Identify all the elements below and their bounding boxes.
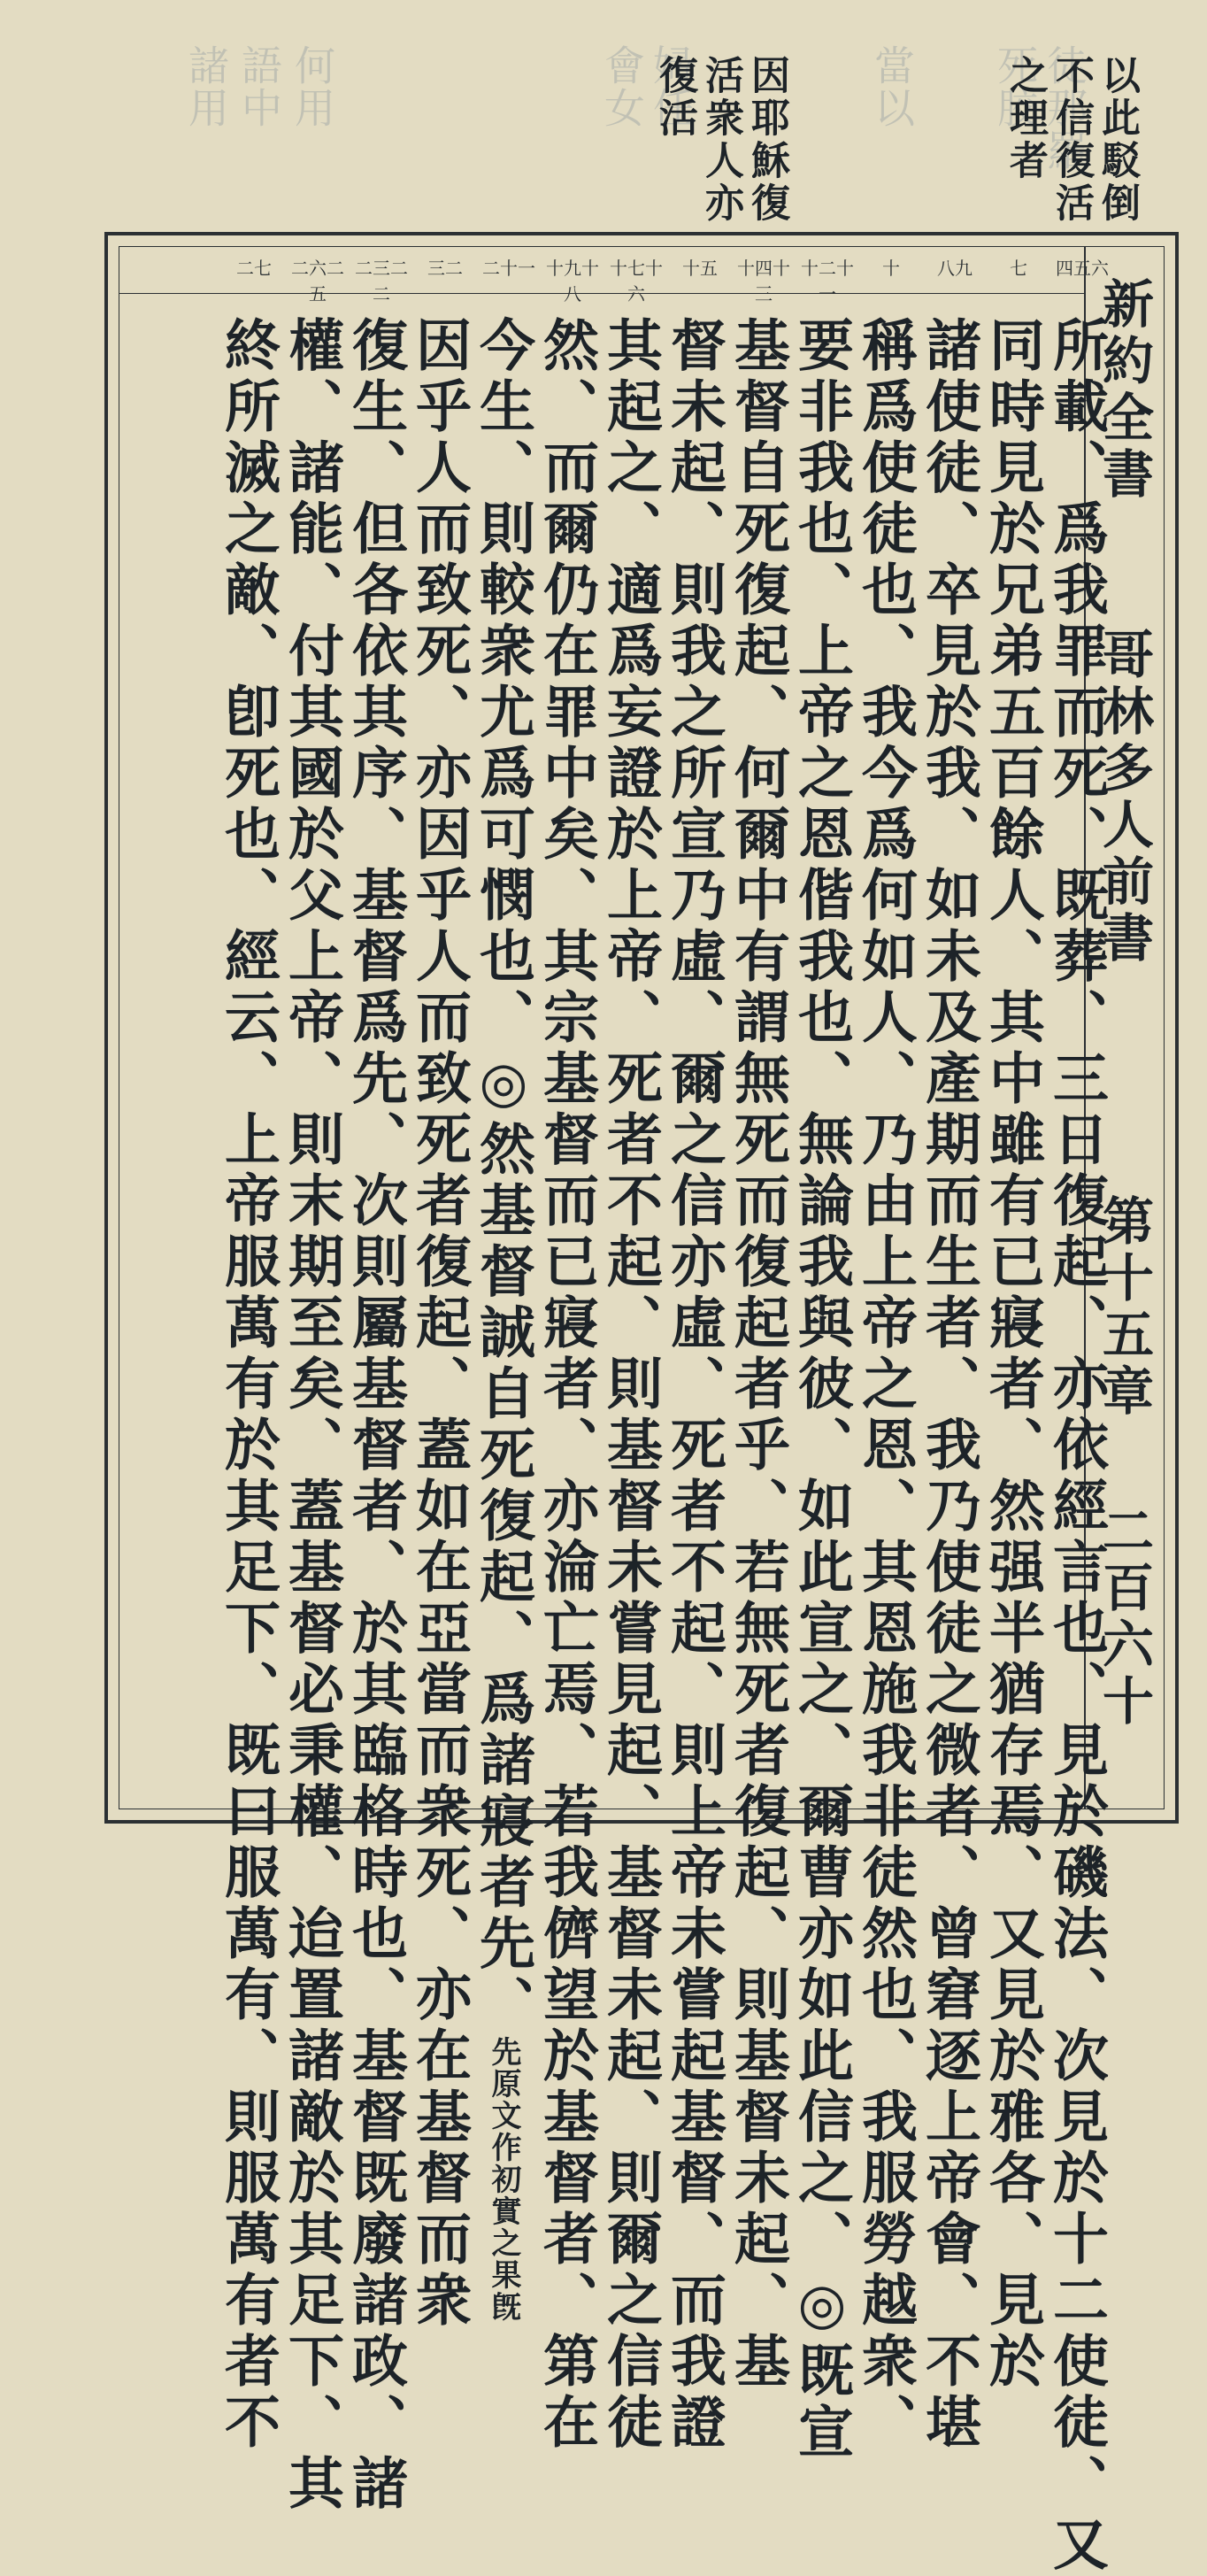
verse-number: 十九十八 <box>546 258 599 305</box>
margin-note-line: 因耶穌復 <box>744 55 789 225</box>
scripture-text <box>125 293 1110 2576</box>
text-column-12: 復生、但各依其序、基督爲先、次則屬基督者、於其臨格時也、基督既廢諸政、諸 <box>343 316 409 2515</box>
chapter-label: 第十五章 <box>1094 1194 1154 1421</box>
book-title: 新約全書 <box>1094 277 1154 504</box>
margin-note-line: 活衆人亦 <box>698 55 743 225</box>
text-column-11: 因乎人而致死、亦因乎人而致死者復起、蓋如在亞當而衆死、亦在基督而衆 <box>407 316 473 2332</box>
margin-note-line: 不信復活 <box>1049 55 1094 225</box>
verse-number: 二十一 <box>482 258 535 279</box>
verse-number-row <box>119 247 1109 305</box>
inner-frame <box>119 246 1165 2576</box>
text-column-6: 基督自死復起、何爾中有謂無死而復起者乎、若無死者復起、則基督未起、基 <box>726 316 791 2393</box>
verse-number: 十二十一 <box>801 258 854 305</box>
margin-note-line: 以此駁倒 <box>1095 55 1140 225</box>
text-column-9: 然、而爾仍在罪中矣、其宗基督而已寢者、亦淪亡焉、若我儕望於基督者、第在 <box>534 316 600 2454</box>
column-text: 今生、則較衆尤爲可憫也、◎然基督誠自死復起、爲諸寢者先、 <box>471 316 536 2036</box>
bleed-through-text: 徒那羅 <box>1041 44 1088 172</box>
bleed-through-text: 婦任 <box>647 44 695 129</box>
inline-note: 先原文作初實之果旣 <box>486 2036 521 2323</box>
verse-number: 七 <box>1010 258 1027 279</box>
bleed-through-text: 當以 <box>868 44 916 129</box>
margin-note-2 <box>375 55 789 225</box>
text-column-3: 諸使徒、卒見於我、如未及產期而生者、我乃使徒之微者、曾窘逐上帝會、不堪 <box>917 316 982 2454</box>
verse-number: 八九 <box>937 258 973 279</box>
text-column-8: 其起之、適爲妄證於上帝、死者不起、則基督未嘗見起、基督未起、則爾之信徒 <box>598 316 664 2454</box>
verse-number: 四五六 <box>1056 258 1109 279</box>
page-frame <box>104 232 1179 2576</box>
verse-number: 二三二二 <box>355 258 408 305</box>
bleed-through-text: 會女 <box>598 44 646 129</box>
text-column-10 <box>472 316 535 2323</box>
text-column-2: 同時見於兄弟五百餘人、其中雖有已寢者、然强半猶存焉、又見於雅各、見於 <box>980 316 1046 2393</box>
verse-number: 二七 <box>236 258 272 279</box>
text-column-4: 稱爲使徒也、我今爲何如人、乃由上帝之恩、其恩施我非徒然也、我服勞越衆、 <box>853 316 919 2454</box>
text-column-7: 督未起、則我之所宣乃虛、爾之信亦虛、死者不起、則上帝未嘗起基督、而我證 <box>662 316 727 2454</box>
margin-note-line: 之理者 <box>1003 55 1048 182</box>
bleed-through-text: 諸用 <box>182 44 230 129</box>
margin-note-line: 復活 <box>652 55 697 140</box>
epistle-title: 哥林多人前書 <box>1094 628 1154 968</box>
verse-number: 十四十三 <box>737 258 790 305</box>
text-column-13: 權、諸能、付其國於父上帝、則末期至矣、蓋基督必秉權、迨置諸敵於其足下、其 <box>280 316 345 2515</box>
bleed-through-text: 語中 <box>235 44 283 129</box>
verse-number: 十七十六 <box>610 258 663 305</box>
bleed-through-text: 死胶 <box>991 44 1039 129</box>
bleed-through-text: 何用 <box>288 44 336 129</box>
verse-number: 三二 <box>427 258 463 279</box>
text-column-5: 要非我也、上帝之恩偕我也、無論我與彼、如此宣之、爾曹亦如此信之、◎既宣 <box>789 316 855 2464</box>
text-column-1: 所載、爲我罪而死、既葬、三日復起、亦依經言也、見於磯法、次見於十二使徒、又 <box>1044 316 1110 2576</box>
page-number: 二百六十 <box>1094 1504 1154 1731</box>
verse-number: 十 <box>882 258 900 279</box>
text-column-14: 終所滅之敵、卽死也、經云、上帝服萬有於其足下、既曰服萬有、則服萬有者不 <box>216 316 281 2454</box>
verse-number: 二六二五 <box>291 258 344 305</box>
verse-number: 十五 <box>682 258 718 279</box>
